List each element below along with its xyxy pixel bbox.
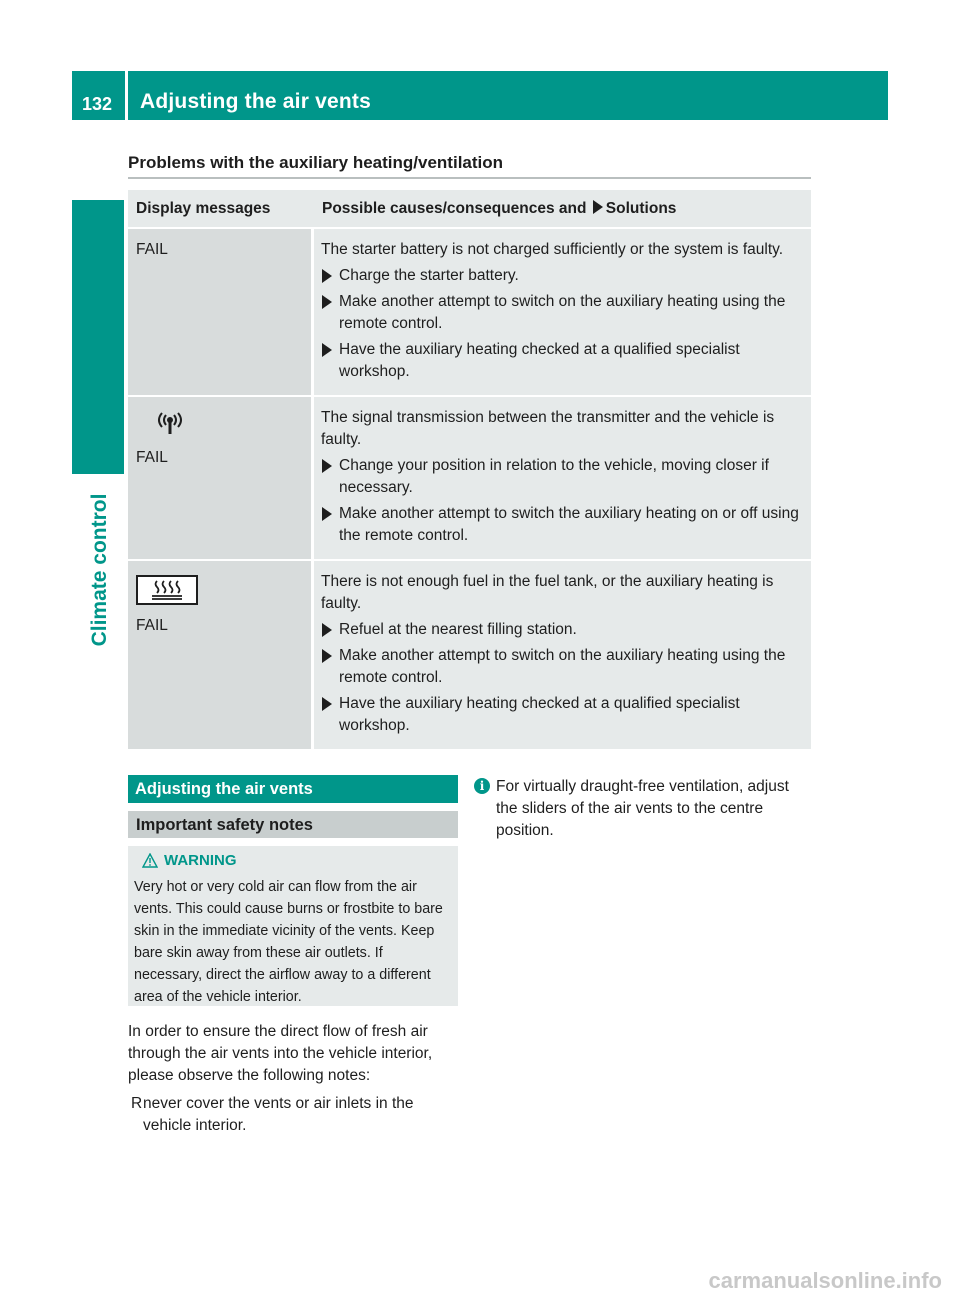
page-header [72,71,888,120]
page-number: 132 [82,94,113,114]
warning-text: Very hot or very cold air can flow from the air vents. This could cause burns or frostbite to bare skin in the immediate vicinity of the vents. Keep bare skin away from these air outlets. If necessary, direct the airflow away to a different area of the vehicle interior. [134,879,443,1005]
solution-arrow-icon [593,200,603,214]
step-text: Charge the starter battery. [339,267,519,284]
section-rule [128,177,811,179]
info-text: For virtually draught-free ventilation, adjust the sliders of the air vents to the centre position. [496,778,789,839]
step-arrow-icon [322,507,332,521]
auxiliary-heating-icon [136,575,198,605]
solution-step [321,455,805,499]
watermark: carmanualsonline.info [708,1268,942,1293]
step-arrow-icon [322,649,332,663]
air-vents-heading-text: Adjusting the air vents [135,780,313,798]
column-header-solutions-suffix: Solutions [605,200,677,217]
warning-box [128,846,458,1006]
solution-step [321,503,805,547]
table-row [128,561,811,749]
column-header-solutions-prefix: Possible causes/consequences and [322,200,587,217]
cause-text: The starter battery is not charged sufficiently or the system is faulty. [321,241,784,258]
message-text: FAIL [136,241,168,258]
step-text: Make another attempt to switch on the auxiliary heating using the remote control. [339,647,786,686]
info-icon: i [474,778,490,794]
step-arrow-icon [322,623,332,637]
warning-label: WARNING [164,852,237,869]
warning-title [142,852,237,869]
safety-notes-heading-text: Important safety notes [136,816,313,834]
step-text: Have the auxiliary heating checked at a qualified specialist workshop. [339,341,740,380]
solution-step [321,645,805,689]
safety-notes-heading [128,811,458,838]
solution-step [321,291,805,335]
side-tab-label: Climate control [88,493,111,647]
step-arrow-icon [322,459,332,473]
step-arrow-icon [322,343,332,357]
step-text: Have the auxiliary heating checked at a qualified specialist workshop. [339,695,740,734]
cause-text: There is not enough fuel in the fuel tank, or the auxiliary heating is faulty. [321,573,774,612]
table-row [128,397,811,559]
page-title: Adjusting the air vents [140,90,371,113]
troubleshooting-table [128,188,811,751]
message-text: FAIL [136,449,168,466]
table-header-row [128,190,811,227]
step-text: Make another attempt to switch the auxiliary heating on or off using the remote control. [339,505,799,544]
column-header-solutions [314,190,811,227]
message-cell [128,229,314,395]
solution-step [321,265,805,287]
step-arrow-icon [322,697,332,711]
solution-cell [314,561,811,749]
step-text: Change your position in relation to the vehicle, moving closer if necessary. [339,457,769,496]
header-divider [125,71,128,120]
solution-step [321,693,805,737]
body-paragraph: In order to ensure the direct flow of fresh air through the air vents into the vehicle interior, please observe the following notes: [128,1023,433,1084]
antenna-signal-icon [150,411,190,437]
air-vents-heading [128,775,458,803]
solution-step [321,619,805,641]
section-heading: Problems with the auxiliary heating/ventilation [128,153,504,172]
message-cell [128,397,314,559]
message-cell [128,561,314,749]
cause-text: The signal transmission between the transmitter and the vehicle is faulty. [321,409,775,448]
message-text: FAIL [136,617,168,634]
solution-cell [314,397,811,559]
step-arrow-icon [322,295,332,309]
step-text: Make another attempt to switch on the auxiliary heating using the remote control. [339,293,786,332]
step-text: Refuel at the nearest filling station. [339,621,577,638]
table-row [128,229,811,395]
bullet-marker: R [131,1095,143,1112]
bullet-text: never cover the vents or air inlets in the vehicle interior. [143,1095,414,1134]
column-header-messages: Display messages [128,190,314,227]
solution-step [321,339,805,383]
side-tab-block [72,200,124,474]
step-arrow-icon [322,269,332,283]
solution-cell [314,229,811,395]
warning-triangle-icon [142,853,158,868]
